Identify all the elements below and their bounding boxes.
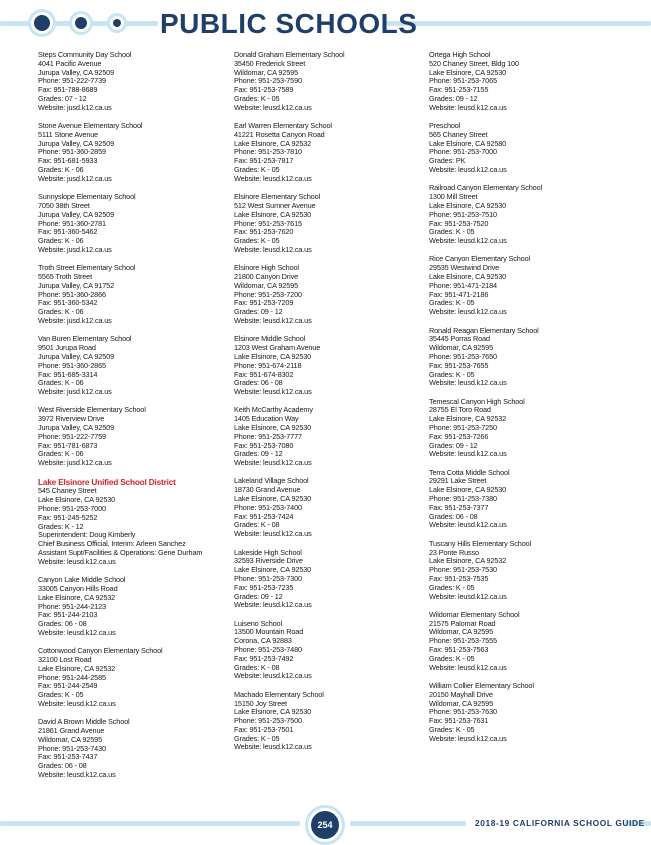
school-name: Keith McCarthy Academy bbox=[234, 405, 313, 415]
school-name: William Collier Elementary School bbox=[429, 680, 534, 690]
grades-line: Grades: 06 - 08 bbox=[38, 761, 87, 771]
address-line: Lake Elsinore, CA 92530 bbox=[429, 485, 507, 495]
address-line: 1203 West Graham Avenue bbox=[234, 343, 321, 353]
address-line: 21575 Palomar Road bbox=[429, 618, 496, 628]
school-entry bbox=[234, 51, 422, 113]
website-line: Website: leusd.k12.ca.us bbox=[429, 307, 507, 317]
address-line: 15150 Joy Street bbox=[234, 698, 287, 708]
grades-line: Grades: 09 - 12 bbox=[234, 449, 283, 459]
school-entry bbox=[429, 255, 617, 317]
address-line: 35445 Porras Road bbox=[429, 334, 490, 344]
address-line: 512 West Sumner Avenue bbox=[234, 200, 316, 210]
grades-line: Grades: 06 - 08 bbox=[429, 511, 478, 521]
address-line: Corona, CA 92883 bbox=[234, 636, 292, 646]
school-entry bbox=[234, 549, 422, 611]
phone-line: Phone: 951-253-7300 bbox=[234, 573, 302, 583]
address-line: Wildomar, CA 92595 bbox=[234, 67, 298, 77]
school-entry bbox=[429, 540, 617, 602]
address-line: Lake Elsinore, CA 92532 bbox=[429, 414, 507, 424]
school-entry bbox=[234, 620, 422, 682]
fax-line: Fax: 951-360-5342 bbox=[38, 298, 98, 308]
school-entry bbox=[234, 335, 422, 397]
grades-line: Grades: K - 08 bbox=[234, 662, 280, 672]
phone-line: Phone: 951-360-2859 bbox=[38, 147, 106, 157]
website-line: Website: leusd.k12.ca.us bbox=[38, 627, 116, 637]
fax-line: Fax: 951-781-6873 bbox=[38, 440, 98, 450]
grades-line: Grades: 07 - 12 bbox=[38, 93, 87, 103]
phone-line: Phone: 951-674-2118 bbox=[234, 360, 302, 370]
fax-line: Fax: 951-244-2103 bbox=[38, 610, 98, 620]
website-line: Website: leusd.k12.ca.us bbox=[429, 520, 507, 530]
address-line: 545 Chaney Street bbox=[38, 486, 97, 496]
phone-line: Phone: 951-253-7400 bbox=[234, 502, 302, 512]
address-line: Lake Elsinore, CA 92532 bbox=[38, 592, 116, 602]
address-line: 20150 Mayhall Drive bbox=[429, 689, 493, 699]
phone-line: Phone: 951-253-7810 bbox=[234, 147, 302, 157]
fax-line: Fax: 951-253-7620 bbox=[234, 227, 294, 237]
school-name: Troth Street Elementary School bbox=[38, 263, 136, 273]
address-line: Lake Elsinore, CA 92532 bbox=[234, 138, 312, 148]
official-line: Chief Business Official, Interim: Arleen Sanchez bbox=[38, 539, 186, 549]
decorative-dot-medium-icon bbox=[72, 14, 90, 32]
school-entry bbox=[234, 122, 422, 184]
school-entry bbox=[38, 718, 226, 780]
school-name: Ortega High School bbox=[429, 50, 491, 59]
directory-column-3 bbox=[429, 51, 617, 753]
phone-line: Phone: 951-253-7480 bbox=[234, 645, 302, 655]
school-name: Earl Warren Elementary School bbox=[234, 121, 332, 131]
address-line: 35450 Frederick Street bbox=[234, 58, 306, 68]
phone-line: Phone: 951-222-7739 bbox=[38, 76, 106, 86]
school-entry bbox=[38, 264, 226, 326]
address-line: Lake Elsinore, CA 92532 bbox=[429, 556, 507, 566]
address-line: Jurupa Valley, CA 92509 bbox=[38, 138, 114, 148]
address-line: Lake Elsinore, CA 92530 bbox=[429, 200, 507, 210]
phone-line: Phone: 951-253-7615 bbox=[234, 218, 302, 228]
fax-line: Fax: 951-245-5252 bbox=[38, 512, 98, 522]
school-name: Railroad Canyon Elementary School bbox=[429, 183, 542, 193]
school-entry bbox=[234, 193, 422, 255]
directory-column-2 bbox=[234, 51, 422, 762]
grades-line: Grades: K - 06 bbox=[38, 307, 84, 317]
website-line: Website: jusd.k12.ca.us bbox=[38, 316, 112, 326]
phone-line: Phone: 951-253-7065 bbox=[429, 76, 497, 86]
phone-line: Phone: 951-360-2781 bbox=[38, 218, 106, 228]
page-number: 254 bbox=[308, 808, 342, 842]
address-line: 32100 Lost Road bbox=[38, 655, 92, 665]
school-name: Cottonwood Canyon Elementary School bbox=[38, 646, 163, 656]
address-line: 7050 38th Street bbox=[38, 200, 90, 210]
fax-line: Fax: 951-681-5933 bbox=[38, 156, 98, 166]
address-line: Wildomar, CA 92595 bbox=[429, 343, 493, 353]
address-line: 33005 Canyon Hills Road bbox=[38, 583, 118, 593]
school-name: Lakeland Village School bbox=[234, 476, 309, 486]
official-line: Superintendent: Doug Kimberly bbox=[38, 530, 136, 540]
address-line: 520 Chaney Street, Bldg 100 bbox=[429, 58, 519, 68]
school-name: Van Buren Elementary School bbox=[38, 334, 132, 344]
fax-line: Fax: 951-360-5462 bbox=[38, 227, 98, 237]
grades-line: Grades: 06 - 08 bbox=[234, 378, 283, 388]
district-entry bbox=[38, 477, 226, 566]
fax-line: Fax: 951-253-7563 bbox=[429, 645, 489, 655]
phone-line: Phone: 951-253-7590 bbox=[234, 76, 302, 86]
school-entry bbox=[234, 477, 422, 539]
phone-line: Phone: 951-253-7250 bbox=[429, 422, 497, 432]
address-line: Wildomar, CA 92595 bbox=[429, 627, 493, 637]
fax-line: Fax: 951-253-7437 bbox=[38, 752, 98, 762]
address-line: Lake Elsinore, CA 92530 bbox=[234, 422, 312, 432]
website-line: Website: leusd.k12.ca.us bbox=[234, 671, 312, 681]
address-line: 9501 Jurupa Road bbox=[38, 343, 96, 353]
school-entry bbox=[38, 122, 226, 184]
fax-line: Fax: 951-253-7377 bbox=[429, 502, 489, 512]
address-line: 29535 Westwind Drive bbox=[429, 263, 500, 273]
address-line: Wildomar, CA 92595 bbox=[429, 698, 493, 708]
phone-line: Phone: 951-253-7000 bbox=[38, 504, 106, 514]
address-line: 1405 Education Way bbox=[234, 414, 299, 424]
phone-line: Phone: 951-253-7530 bbox=[429, 565, 497, 575]
phone-line: Phone: 951-471-2184 bbox=[429, 280, 497, 290]
website-line: Website: leusd.k12.ca.us bbox=[234, 600, 312, 610]
phone-line: Phone: 951-253-7430 bbox=[38, 743, 106, 753]
grades-line: Grades: K - 05 bbox=[429, 582, 475, 592]
school-entry bbox=[38, 51, 226, 113]
phone-line: Phone: 951-253-7555 bbox=[429, 636, 497, 646]
page-title: PUBLIC SCHOOLS bbox=[160, 8, 418, 39]
school-entry bbox=[38, 576, 226, 638]
website-line: Website: leusd.k12.ca.us bbox=[234, 387, 312, 397]
fax-line: Fax: 951-253-7501 bbox=[234, 724, 294, 734]
school-name: Terra Cotta Middle School bbox=[429, 467, 510, 477]
school-name: Elsinore Middle School bbox=[234, 334, 306, 344]
address-line: 41221 Rosetta Canyon Road bbox=[234, 129, 325, 139]
website-line: Website: leusd.k12.ca.us bbox=[429, 378, 507, 388]
address-line: Jurupa Valley, CA 92509 bbox=[38, 422, 114, 432]
address-line: 28755 El Toro Road bbox=[429, 405, 491, 415]
grades-line: Grades: PK bbox=[429, 156, 466, 166]
website-line: Website: leusd.k12.ca.us bbox=[234, 102, 312, 112]
address-line: 23 Ponte Russo bbox=[429, 547, 479, 557]
phone-line: Phone: 951-253-7630 bbox=[429, 707, 497, 717]
school-name: Luiseno School bbox=[234, 618, 282, 628]
fax-line: Fax: 951-788-8689 bbox=[38, 85, 98, 95]
school-entry bbox=[429, 682, 617, 744]
school-name: Sunnyslope Elementary School bbox=[38, 192, 136, 202]
school-name: Preschool bbox=[429, 121, 461, 131]
school-entry bbox=[38, 647, 226, 709]
grades-line: Grades: K - 06 bbox=[38, 449, 84, 459]
address-line: 565 Chaney Street bbox=[429, 129, 488, 139]
grades-line: Grades: K - 12 bbox=[38, 521, 84, 531]
phone-line: Phone: 951-253-7000 bbox=[429, 147, 497, 157]
school-name: Donald Graham Elementary School bbox=[234, 50, 345, 59]
address-line: 5565 Troth Street bbox=[38, 272, 92, 282]
school-name: Stone Avenue Elementary School bbox=[38, 121, 143, 131]
website-line: Website: jusd.k12.ca.us bbox=[38, 244, 112, 254]
website-line: Website: leusd.k12.ca.us bbox=[234, 742, 312, 752]
website-line: Website: leusd.k12.ca.us bbox=[234, 244, 312, 254]
grades-line: Grades: K - 08 bbox=[234, 520, 280, 530]
footer-rule-right bbox=[350, 821, 466, 826]
address-line: Lake Elsinore, CA 92530 bbox=[429, 67, 507, 77]
address-line: Lake Elsinore, CA 92532 bbox=[38, 663, 116, 673]
guide-title: 2018-19 CALIFORNIA SCHOOL GUIDE bbox=[475, 818, 645, 828]
website-line: Website: leusd.k12.ca.us bbox=[429, 733, 507, 743]
address-line: Jurupa Valley, CA 92509 bbox=[38, 209, 114, 219]
website-line: Website: jusd.k12.ca.us bbox=[38, 173, 112, 183]
school-name: Steps Community Day School bbox=[38, 50, 132, 59]
website-line: Website: jusd.k12.ca.us bbox=[38, 458, 112, 468]
grades-line: Grades: K - 05 bbox=[429, 227, 475, 237]
website-line: Website: jusd.k12.ca.us bbox=[38, 387, 112, 397]
school-name: Elsinore Elementary School bbox=[234, 192, 320, 202]
address-line: 18730 Grand Avenue bbox=[234, 485, 301, 495]
header-rule-right bbox=[385, 21, 651, 26]
phone-line: Phone: 951-244-2585 bbox=[38, 672, 106, 682]
grades-line: Grades: 09 - 12 bbox=[234, 591, 283, 601]
school-name: Temescal Canyon High School bbox=[429, 396, 525, 406]
phone-line: Phone: 951-360-2866 bbox=[38, 289, 106, 299]
address-line: Jurupa Valley, CA 92509 bbox=[38, 351, 114, 361]
grades-line: Grades: K - 06 bbox=[38, 165, 84, 175]
address-line: Lake Elsinore, CA 92530 bbox=[234, 565, 312, 575]
school-name: West Riverside Elementary School bbox=[38, 405, 146, 415]
fax-line: Fax: 951-253-7655 bbox=[429, 360, 489, 370]
school-entry bbox=[429, 398, 617, 460]
website-line: Website: leusd.k12.ca.us bbox=[429, 236, 507, 246]
fax-line: Fax: 951-253-7589 bbox=[234, 85, 294, 95]
address-line: Lake Elsinore, CA 92530 bbox=[234, 494, 312, 504]
fax-line: Fax: 951-253-7424 bbox=[234, 511, 294, 521]
grades-line: Grades: K - 05 bbox=[234, 236, 280, 246]
website-line: Website: leusd.k12.ca.us bbox=[429, 102, 507, 112]
grades-line: Grades: 09 - 12 bbox=[429, 93, 478, 103]
address-line: 4041 Pacific Avenue bbox=[38, 58, 102, 68]
page-header bbox=[0, 0, 651, 50]
grades-line: Grades: 09 - 12 bbox=[234, 307, 283, 317]
school-entry bbox=[429, 51, 617, 113]
address-line: 13500 Mountain Road bbox=[234, 627, 304, 637]
phone-line: Phone: 951-244-2123 bbox=[38, 601, 106, 611]
grades-line: Grades: 09 - 12 bbox=[429, 440, 478, 450]
address-line: 29291 Lake Street bbox=[429, 476, 487, 486]
page-footer bbox=[0, 805, 651, 841]
school-entry bbox=[38, 193, 226, 255]
fax-line: Fax: 951-253-7631 bbox=[429, 716, 489, 726]
fax-line: Fax: 951-471-2186 bbox=[429, 289, 489, 299]
address-line: 32593 Riverside Drive bbox=[234, 556, 303, 566]
address-line: Wildomar, CA 92595 bbox=[234, 280, 298, 290]
school-name: Elsinore High School bbox=[234, 263, 299, 273]
school-entry bbox=[38, 335, 226, 397]
grades-line: Grades: K - 05 bbox=[234, 93, 280, 103]
grades-line: Grades: 06 - 08 bbox=[38, 619, 87, 629]
grades-line: Grades: K - 06 bbox=[38, 378, 84, 388]
website-line: Website: jusd.k12.ca.us bbox=[38, 102, 112, 112]
fax-line: Fax: 951-674-8302 bbox=[234, 369, 294, 379]
address-line: Lake Elsinore, CA 92580 bbox=[429, 138, 507, 148]
website-line: Website: leusd.k12.ca.us bbox=[234, 173, 312, 183]
address-line: 21861 Grand Avenue bbox=[38, 726, 105, 736]
fax-line: Fax: 951-253-7209 bbox=[234, 298, 294, 308]
phone-line: Phone: 951-253-7777 bbox=[234, 431, 302, 441]
school-name: Lakeside High School bbox=[234, 547, 302, 557]
school-entry bbox=[234, 264, 422, 326]
website-line: Website: leusd.k12.ca.us bbox=[429, 165, 507, 175]
grades-line: Grades: K - 05 bbox=[429, 653, 475, 663]
grades-line: Grades: K - 05 bbox=[429, 724, 475, 734]
website-line: Website: leusd.k12.ca.us bbox=[429, 449, 507, 459]
website-line: Website: leusd.k12.ca.us bbox=[234, 458, 312, 468]
fax-line: Fax: 951-253-7155 bbox=[429, 85, 489, 95]
school-name: Canyon Lake Middle School bbox=[38, 575, 126, 585]
grades-line: Grades: K - 05 bbox=[429, 369, 475, 379]
school-name: Machado Elementary School bbox=[234, 689, 324, 699]
address-line: 3972 Riverview Drive bbox=[38, 414, 105, 424]
address-line: Lake Elsinore, CA 92530 bbox=[234, 351, 312, 361]
fax-line: Fax: 951-244-2549 bbox=[38, 681, 98, 691]
website-line: Website: leusd.k12.ca.us bbox=[38, 699, 116, 708]
address-line: Wildomar, CA 92595 bbox=[38, 734, 102, 744]
school-entry bbox=[429, 611, 617, 673]
address-line: Jurupa Valley, CA 92509 bbox=[38, 67, 114, 77]
decorative-dot-large-icon bbox=[31, 12, 53, 34]
fax-line: Fax: 951-253-7235 bbox=[234, 582, 294, 592]
address-line: Lake Elsinore, CA 92530 bbox=[429, 272, 507, 282]
school-entry bbox=[234, 406, 422, 468]
school-entry bbox=[38, 406, 226, 468]
address-line: 5111 Stone Avenue bbox=[38, 129, 99, 139]
address-line: Lake Elsinore, CA 92530 bbox=[38, 495, 116, 505]
school-entry bbox=[429, 327, 617, 389]
address-line: 21800 Canyon Drive bbox=[234, 272, 298, 282]
fax-line: Fax: 951-253-7080 bbox=[234, 440, 294, 450]
footer-rule-left bbox=[0, 821, 300, 826]
fax-line: Fax: 951-685-3314 bbox=[38, 369, 98, 379]
school-name: Tuscany Hills Elementary School bbox=[429, 538, 532, 548]
website-line: Website: leusd.k12.ca.us bbox=[429, 591, 507, 601]
school-entry bbox=[429, 122, 617, 175]
website-line: Website: leusd.k12.ca.us bbox=[234, 529, 312, 539]
website-line: Website: leusd.k12.ca.us bbox=[38, 770, 116, 780]
school-name: Rice Canyon Elementary School bbox=[429, 254, 530, 264]
address-line: 1300 Mill Street bbox=[429, 192, 478, 202]
address-line: Lake Elsinore, CA 92530 bbox=[234, 707, 312, 717]
phone-line: Phone: 951-253-7200 bbox=[234, 289, 302, 299]
school-entry bbox=[429, 184, 617, 246]
school-entry bbox=[234, 691, 422, 753]
grades-line: Grades: K - 06 bbox=[38, 236, 84, 246]
school-name: Ronald Reagan Elementary School bbox=[429, 325, 539, 335]
decorative-dot-small-icon bbox=[110, 16, 124, 30]
fax-line: Fax: 951-253-7520 bbox=[429, 218, 489, 228]
address-line: Lake Elsinore, CA 92530 bbox=[234, 209, 312, 219]
fax-line: Fax: 951-253-7817 bbox=[234, 156, 294, 166]
phone-line: Phone: 951-253-7380 bbox=[429, 494, 497, 504]
phone-line: Phone: 951-253-7510 bbox=[429, 209, 497, 219]
website-line: Website: leusd.k12.ca.us bbox=[429, 662, 507, 672]
phone-line: Phone: 951-360-2865 bbox=[38, 360, 106, 370]
phone-line: Phone: 951-222-7759 bbox=[38, 431, 106, 441]
fax-line: Fax: 951-253-7492 bbox=[234, 653, 294, 663]
website-line: Website: leusd.k12.ca.us bbox=[38, 556, 116, 566]
address-line: Jurupa Valley, CA 91752 bbox=[38, 280, 114, 290]
district-name: Lake Elsinore Unified School District bbox=[38, 477, 176, 488]
phone-line: Phone: 951-253-7650 bbox=[429, 351, 497, 361]
official-line: Assistant Supt/Facilities & Operations: Gene Durham bbox=[38, 548, 203, 558]
directory-column-1 bbox=[38, 51, 226, 789]
grades-line: Grades: K - 05 bbox=[234, 733, 280, 743]
grades-line: Grades: K - 05 bbox=[429, 298, 475, 308]
fax-line: Fax: 951-253-7535 bbox=[429, 573, 489, 583]
school-name: David A Brown Middle School bbox=[38, 717, 130, 727]
grades-line: Grades: K - 05 bbox=[234, 165, 280, 175]
grades-line: Grades: K - 05 bbox=[38, 690, 84, 700]
school-name: Wildomar Elementary School bbox=[429, 609, 520, 619]
fax-line: Fax: 951-253-7266 bbox=[429, 431, 489, 441]
school-entry bbox=[429, 469, 617, 531]
website-line: Website: leusd.k12.ca.us bbox=[234, 316, 312, 326]
phone-line: Phone: 951-253-7500 bbox=[234, 716, 302, 726]
